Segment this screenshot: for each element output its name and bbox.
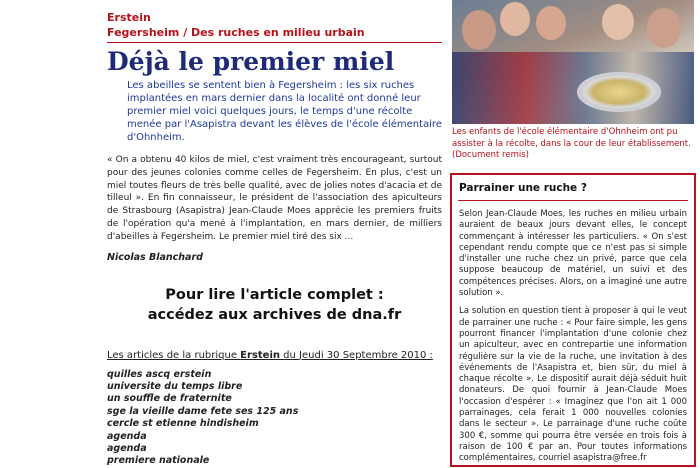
photo-figure — [647, 8, 681, 48]
sidebar-title: Parrainer une ruche ? — [459, 182, 587, 194]
article-lead: Les abeilles se sentent bien à Fegersheim : les six ruches implantées en mars dernier dans la localité ont donné leur premier miel voici quelques jours, le temps d'une récolte menée par l'Asapistra devant les élèves de l'école élémentaire d'Ohnheim. — [127, 80, 442, 143]
articles-heading-rubrique[interactable]: Erstein — [240, 349, 280, 361]
photo-figure — [602, 4, 634, 40]
section-title[interactable]: Erstein — [107, 11, 151, 24]
article-link[interactable]: agenda — [107, 443, 147, 455]
photo-caption: Les enfants de l'école élémentaire d'Ohnheim ont pu assister à la récolte, dans la cour de leur établissement. (Document remis) — [452, 127, 691, 160]
article-column — [107, 10, 442, 468]
articles-heading-suffix: du Jeudi 30 Septembre 2010 : — [280, 349, 433, 361]
articles-heading — [107, 350, 442, 361]
sidebar-paragraph: Selon Jean-Claude Moes, les ruches en milieu urbain auraient de beaux jours devant elles, le concept commençant à intéresser les particuliers. « On s'est cependant rendu compte que ce n'est pas si simple d'installer une ruche chez un privé, parce que cela suppose beaucoup de matériel, un suivi et des compétences précises. Alors, on a imaginé une autre solution ». — [459, 209, 687, 299]
article-link[interactable]: quilles ascq erstein — [107, 368, 212, 380]
archive-link-line1[interactable]: Pour lire l'article complet : — [165, 286, 384, 303]
subsection-title: Fegersheim / Des ruches en milieu urbain — [107, 25, 442, 43]
articles-heading-prefix: Les articles de la rubrique — [107, 349, 241, 361]
article-link[interactable]: premiere nationale — [107, 455, 210, 467]
article-link[interactable]: universite du temps libre — [107, 380, 243, 392]
sidebar-divider — [458, 200, 688, 201]
headline: Déjà le premier miel — [107, 47, 395, 76]
author-name: Nicolas Blanchard — [107, 251, 203, 263]
article-photo — [452, 0, 694, 124]
sidebar-body — [459, 209, 687, 465]
article-list — [107, 369, 442, 468]
article-link[interactable]: agenda — [107, 430, 147, 442]
article-link[interactable]: un souffle de fraternite — [107, 393, 232, 405]
archive-link[interactable] — [107, 285, 442, 325]
sidebar-paragraph: La solution en question tient à proposer à qui le veut de parrainer une ruche : « Pour faire simple, les gens pourront financer l'implantation d'une colonie chez un apiculteur, avec en contrepartie une information régulière sur la vie de la ruche, une invitation à des événements de l'Asapistra et, bien sûr, du miel à chaque récolte ». Le dispositif aurait déjà séduit huit donateurs. De quoi fournir à Jean-Claude Moes l'occasion d'espérer : « Imaginez que l'on ait 1 000 parrainages, cela ferait 1 000 nouvelles colonies dans le secteur ». Le parrainage d'une ruche coûte 300 €, somme qui pourra être versée en trois fois à raison de 100 € par an. Pour toutes informations complémentaires, courriel asapistra@free.fr — [459, 306, 687, 464]
photo-figure — [500, 2, 530, 36]
photo-figure — [536, 6, 566, 40]
article-link[interactable]: cercle st etienne hindisheim — [107, 418, 259, 430]
article-body: « On a obtenu 40 kilos de miel, c'est vraiment très encourageant, surtout pour des jeunes colonies comme celles de Fegersheim. En plus, c'est un miel toutes fleurs de très belle qualité, avec de jolies notes d'acacia et de tilleul ». En fin connaisseur, le président de l'association des apiculteurs de Strasbourg (Asapistra) Jean-Claude Moes apprécie les premiers fruits de l'opération qu'a mené à l'implantation, en mars dernier, de milliers d'abeilles à Fegersheim. Le premier miel tiré des six ... — [107, 155, 442, 242]
article-link[interactable]: sge la vieille dame fete ses 125 ans — [107, 405, 299, 417]
photo-figure — [462, 10, 496, 50]
archive-link-line2[interactable]: accédez aux archives de dna.fr — [147, 306, 402, 323]
photo-centrifuge — [577, 72, 661, 112]
sidebar-box — [450, 173, 696, 467]
